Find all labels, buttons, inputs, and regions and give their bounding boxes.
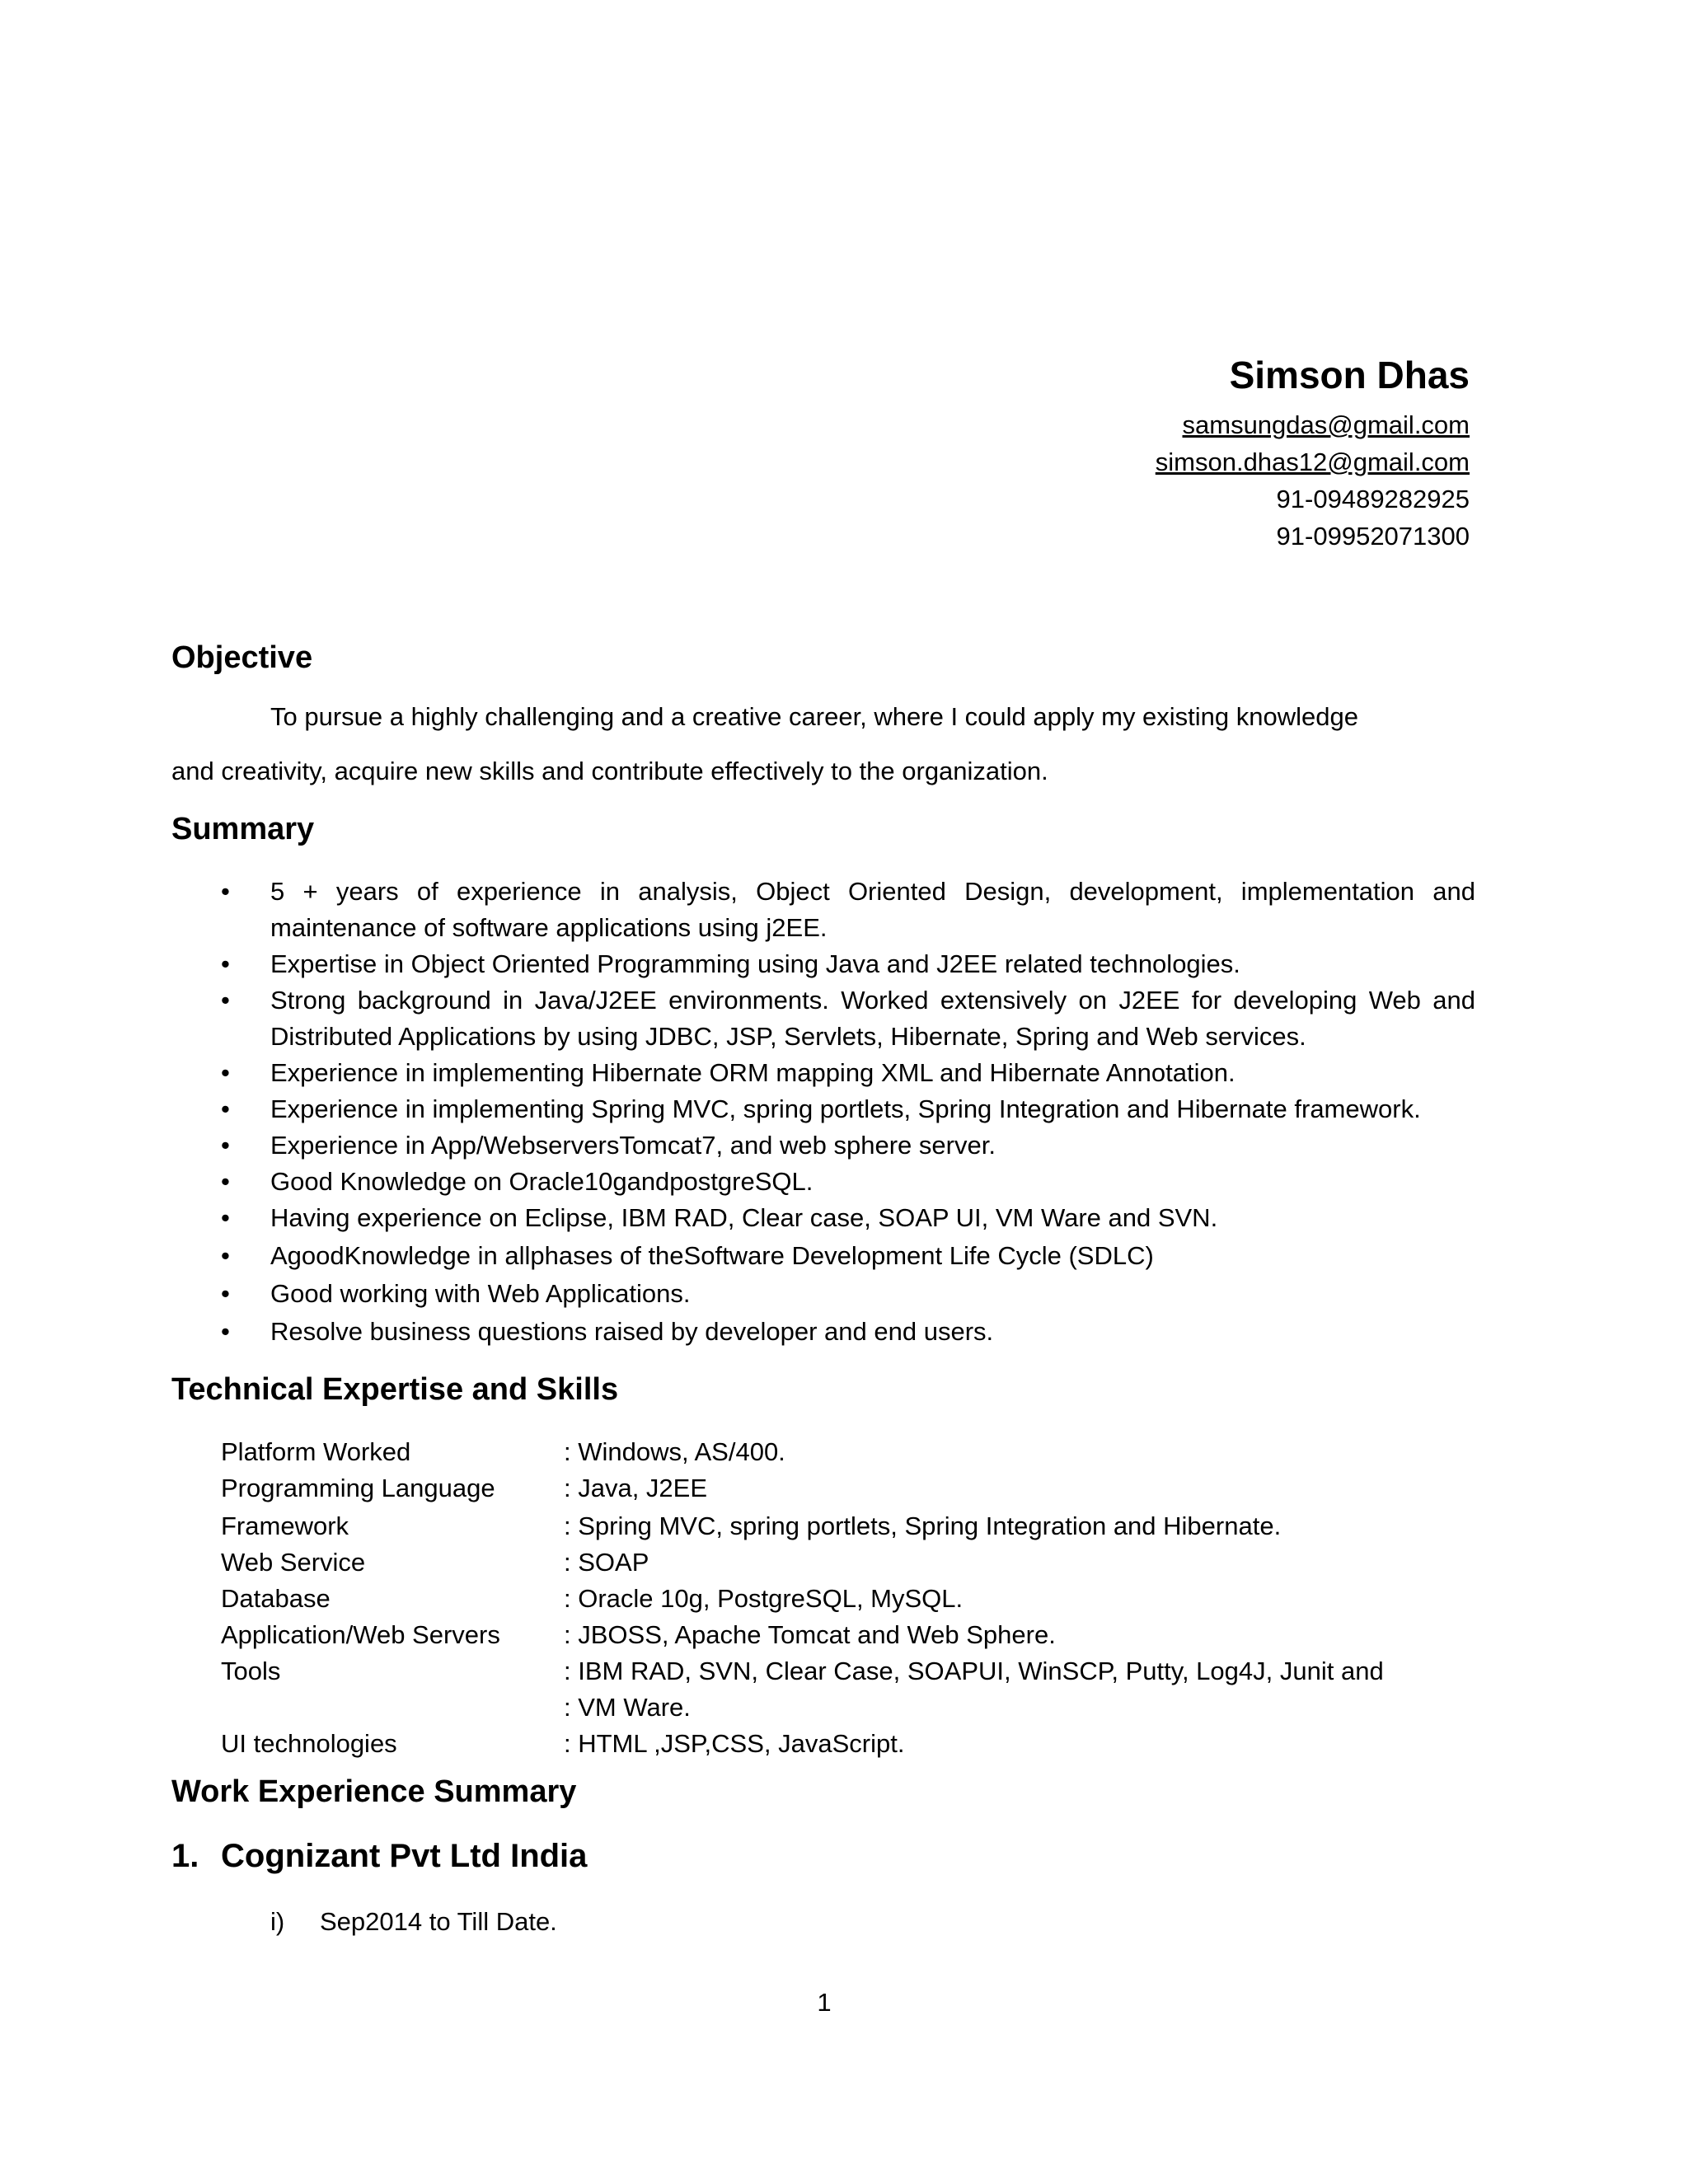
period-text: Sep2014 to Till Date.: [320, 1907, 557, 1936]
summary-item: • AgoodKnowledge in allphases of theSoftware Development Life Cycle (SDLC): [171, 1238, 1475, 1274]
bullet-icon: •: [221, 877, 230, 906]
summary-item: • Expertise in Object Oriented Programming using Java and J2EE related technologies.: [171, 946, 1475, 982]
company-number: 1.: [171, 1838, 199, 1874]
work-heading: Work Experience Summary: [171, 1774, 577, 1809]
skill-row: Tools : IBM RAD, SVN, Clear Case, SOAPUI, WinSCP, Putty, Log4J, Junit and: [221, 1657, 1384, 1685]
email-link-1[interactable]: samsungdas@gmail.com: [1182, 410, 1470, 439]
summary-item: • Experience in implementing Spring MVC, spring portlets, Spring Integration and Hibernate framework.: [171, 1091, 1475, 1127]
summary-item: • Good Knowledge on Oracle10gandpostgreSQL.: [171, 1164, 1475, 1200]
summary-item: • Experience in App/WebserversTomcat7, and web sphere server.: [171, 1127, 1475, 1164]
summary-item: • 5 + years of experience in analysis, Object Oriented Design, development, implementation and maintenance of software applications using j2EE.: [171, 874, 1475, 946]
bullet-icon: •: [221, 986, 230, 1015]
email-link-2[interactable]: simson.dhas12@gmail.com: [1155, 448, 1470, 476]
skill-row: Framework : Spring MVC, spring portlets, Spring Integration and Hibernate.: [221, 1511, 1282, 1540]
skills-heading: Technical Expertise and Skills: [171, 1372, 619, 1407]
bullet-icon: •: [221, 1058, 230, 1087]
page-number: 1: [817, 1988, 832, 2017]
skill-row: Platform Worked : Windows, AS/400.: [221, 1437, 785, 1466]
summary-heading: Summary: [171, 812, 315, 846]
skill-row: : VM Ware.: [564, 1693, 691, 1722]
work-period: [270, 1904, 557, 1940]
bullet-icon: •: [221, 1167, 230, 1196]
skill-row: Programming Language : Java, J2EE: [221, 1474, 708, 1502]
bullet-icon: •: [221, 949, 230, 978]
objective-heading: Objective: [171, 640, 313, 675]
summary-list: [171, 874, 1475, 1350]
summary-item: • Experience in implementing Hibernate ORM mapping XML and Hibernate Annotation.: [171, 1055, 1475, 1091]
summary-item: • Having experience on Eclipse, IBM RAD, Clear case, SOAP UI, VM Ware and SVN.: [171, 1200, 1475, 1236]
skill-row: UI technologies : HTML ,JSP,CSS, JavaScript.: [221, 1729, 905, 1758]
company-name: Cognizant Pvt Ltd India: [221, 1838, 588, 1874]
bullet-icon: •: [221, 1131, 230, 1160]
summary-item: • Strong background in Java/J2EE environments. Worked extensively on J2EE for developing Web and Distributed Applications by using JDBC, JSP, Servlets, Hibernate, Spring and Web services.: [171, 982, 1475, 1055]
company-entry: [171, 1835, 587, 1877]
objective-line-2: and creativity, acquire new skills and contribute effectively to the organization.: [171, 757, 1048, 785]
summary-item: • Good working with Web Applications.: [171, 1276, 1475, 1312]
bullet-icon: •: [221, 1241, 230, 1270]
bullet-icon: •: [221, 1094, 230, 1123]
bullet-icon: •: [221, 1203, 230, 1232]
skill-row: Web Service : SOAP: [221, 1548, 649, 1577]
skill-row: Database : Oracle 10g, PostgreSQL, MySQL.: [221, 1584, 964, 1613]
candidate-name: Simson Dhas: [1229, 354, 1470, 396]
objective-line-1: To pursue a highly challenging and a creative career, where I could apply my existing knowledge: [270, 702, 1358, 731]
skill-row: Application/Web Servers : JBOSS, Apache Tomcat and Web Sphere.: [221, 1620, 1056, 1649]
contact-header: [1156, 350, 1470, 555]
phone-2: 91-09952071300: [1276, 522, 1470, 551]
bullet-icon: •: [221, 1279, 230, 1308]
bullet-icon: •: [221, 1317, 230, 1346]
summary-item: • Resolve business questions raised by developer and end users.: [171, 1314, 1475, 1350]
phone-1: 91-09489282925: [1276, 485, 1470, 513]
period-marker: i): [270, 1907, 285, 1936]
skills-table: [221, 1434, 1475, 1762]
